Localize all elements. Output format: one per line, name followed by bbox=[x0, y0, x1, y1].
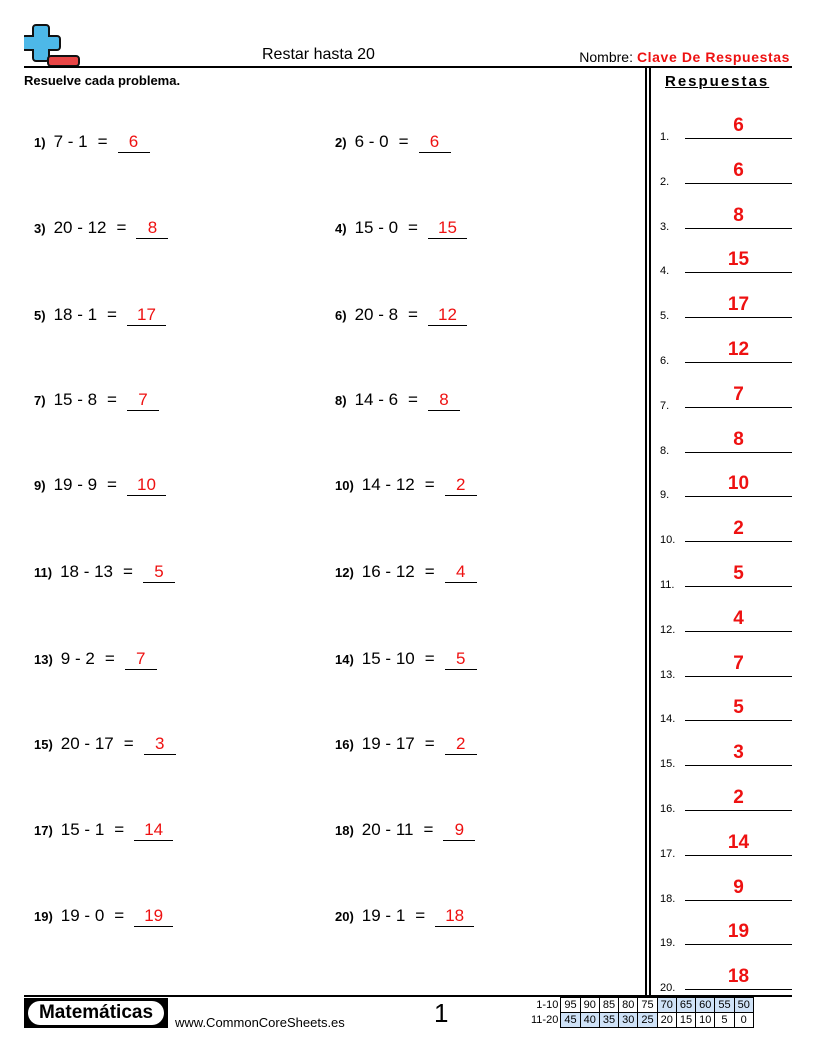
problem-number: 11) bbox=[34, 565, 53, 580]
answer-key-number: 18. bbox=[660, 892, 676, 905]
answer-key-value: 5 bbox=[733, 563, 744, 584]
answer-key-line bbox=[685, 676, 792, 677]
answer-key-row bbox=[660, 742, 792, 771]
answer-key-line bbox=[685, 317, 792, 318]
problem-expression: 15 - 8 bbox=[53, 390, 98, 409]
score-cell: 25 bbox=[638, 1013, 657, 1028]
score-cell: 70 bbox=[657, 998, 676, 1013]
equals-sign: = bbox=[116, 218, 127, 237]
answer-key-line bbox=[685, 407, 792, 408]
problem-number: 2) bbox=[335, 135, 347, 150]
problem-number: 7) bbox=[34, 393, 46, 408]
answer-blank[interactable]: 14 bbox=[134, 820, 173, 841]
answer-key-line bbox=[685, 183, 792, 184]
equals-sign: = bbox=[97, 132, 108, 151]
answer-blank[interactable]: 5 bbox=[445, 649, 477, 670]
answer-key-number: 12. bbox=[660, 623, 676, 636]
score-cell: 15 bbox=[676, 1013, 695, 1028]
problem-item bbox=[34, 649, 157, 670]
problem-expression: 6 - 0 bbox=[354, 132, 389, 151]
answer-key-number: 9. bbox=[660, 489, 670, 502]
answers-title: Respuestas bbox=[665, 73, 770, 90]
problem-expression: 20 - 12 bbox=[53, 218, 107, 237]
answer-key-row bbox=[660, 876, 792, 905]
answer-key-value: 15 bbox=[727, 249, 750, 271]
problem-number: 5) bbox=[34, 308, 46, 323]
score-cell: 50 bbox=[734, 998, 753, 1013]
score-table bbox=[528, 997, 754, 1028]
score-cell: 20 bbox=[657, 1013, 676, 1028]
answer-key-row bbox=[660, 294, 792, 323]
equals-sign: = bbox=[424, 475, 435, 494]
answer-key-value: 7 bbox=[733, 383, 744, 405]
answer-key-line bbox=[685, 228, 792, 229]
answer-blank[interactable]: 7 bbox=[127, 390, 159, 411]
answer-key-line bbox=[685, 362, 792, 363]
answer-key-line bbox=[685, 765, 792, 766]
answer-key-row bbox=[660, 428, 792, 457]
problem-item bbox=[34, 820, 173, 841]
answer-key-value: 2 bbox=[733, 518, 744, 540]
answer-key-line bbox=[685, 586, 792, 587]
problem-number: 20) bbox=[335, 909, 354, 924]
problem-item bbox=[34, 734, 176, 755]
problem-item bbox=[335, 649, 477, 670]
answer-key-value: 14 bbox=[727, 831, 750, 853]
answer-key-value: 8 bbox=[733, 204, 744, 226]
score-cell: 0 bbox=[734, 1013, 753, 1028]
answer-blank[interactable]: 9 bbox=[443, 820, 475, 841]
equals-sign: = bbox=[114, 820, 125, 839]
answer-blank[interactable]: 12 bbox=[428, 305, 467, 326]
equals-sign: = bbox=[114, 906, 125, 925]
answer-key-value: 6 bbox=[733, 115, 744, 136]
problem-expression: 20 - 8 bbox=[354, 305, 399, 324]
page-number: 1 bbox=[434, 998, 449, 1028]
answer-key-value: 8 bbox=[733, 428, 744, 450]
problem-number: 14) bbox=[335, 652, 354, 667]
answer-key-row bbox=[660, 652, 792, 681]
equals-sign: = bbox=[123, 562, 133, 581]
problem-item bbox=[34, 132, 150, 153]
equals-sign: = bbox=[423, 820, 434, 839]
answer-blank[interactable]: 5 bbox=[143, 562, 175, 583]
instructions: Resuelve cada problema. bbox=[24, 73, 181, 88]
answer-key-row bbox=[660, 383, 792, 412]
answer-key-row bbox=[660, 339, 792, 367]
brand-badge bbox=[24, 998, 168, 1028]
equals-sign: = bbox=[123, 734, 134, 753]
answer-key-number: 13. bbox=[660, 668, 676, 681]
problem-number: 8) bbox=[335, 393, 347, 408]
score-cell: 60 bbox=[696, 998, 715, 1013]
answer-key-value: 7 bbox=[733, 652, 744, 674]
answer-key-number: 5. bbox=[660, 310, 670, 323]
problem-expression: 14 - 6 bbox=[354, 390, 399, 409]
problem-expression: 7 - 1 bbox=[53, 132, 88, 151]
answer-key-value: 6 bbox=[733, 159, 744, 181]
answer-key-row bbox=[660, 115, 792, 143]
problem-number: 19) bbox=[34, 909, 53, 924]
problem-item bbox=[34, 305, 166, 326]
answer-key-number: 19. bbox=[660, 937, 676, 950]
answer-key-value: 17 bbox=[727, 294, 750, 316]
answer-blank[interactable]: 2 bbox=[445, 475, 477, 496]
answer-key-row bbox=[660, 249, 792, 278]
equals-sign: = bbox=[104, 649, 115, 668]
answer-key-line bbox=[685, 631, 792, 632]
problem-number: 9) bbox=[34, 478, 46, 493]
answer-key-line bbox=[685, 900, 792, 901]
problem-item bbox=[335, 734, 477, 755]
site-url: www.CommonCoreSheets.es bbox=[175, 1015, 345, 1030]
answer-blank[interactable]: 18 bbox=[435, 906, 474, 927]
equals-sign: = bbox=[424, 649, 435, 668]
equals-sign: = bbox=[398, 132, 409, 151]
header-divider bbox=[24, 66, 792, 68]
answer-column-divider bbox=[645, 68, 651, 995]
problem-number: 10) bbox=[335, 478, 354, 493]
answer-key-row bbox=[660, 607, 792, 636]
worksheet-title: Restar hasta 20 bbox=[262, 46, 375, 63]
answer-key-number: 7. bbox=[660, 399, 670, 412]
score-cell: 10 bbox=[696, 1013, 715, 1028]
problem-number: 17) bbox=[34, 823, 53, 838]
problem-expression: 15 - 0 bbox=[354, 218, 399, 237]
score-cell: 5 bbox=[715, 1013, 734, 1028]
answer-key-value: 10 bbox=[727, 473, 750, 495]
equals-sign: = bbox=[408, 305, 418, 324]
score-cell: 75 bbox=[638, 998, 657, 1013]
answer-key-value: 19 bbox=[727, 921, 750, 943]
score-cell: 35 bbox=[599, 1013, 618, 1028]
brand-label: Matemáticas bbox=[28, 1001, 164, 1025]
problem-expression: 19 - 17 bbox=[361, 734, 415, 753]
name-field bbox=[579, 49, 790, 65]
problem-item bbox=[335, 218, 467, 239]
answer-key-value: 5 bbox=[733, 697, 744, 719]
score-cell: 95 bbox=[561, 998, 580, 1013]
problem-expression: 20 - 11 bbox=[361, 820, 414, 839]
answer-blank[interactable]: 7 bbox=[125, 649, 157, 670]
answer-key-number: 2. bbox=[660, 175, 670, 188]
answer-key-row bbox=[660, 518, 792, 547]
answer-key-value: 18 bbox=[727, 966, 750, 988]
problem-expression: 16 - 12 bbox=[361, 562, 415, 581]
answer-blank[interactable]: 19 bbox=[134, 906, 173, 927]
answer-key-row bbox=[660, 563, 792, 591]
problem-number: 4) bbox=[335, 221, 347, 236]
problem-number: 13) bbox=[34, 652, 53, 667]
problem-expression: 20 - 17 bbox=[60, 734, 114, 753]
answer-blank[interactable]: 17 bbox=[127, 305, 166, 326]
score-cell: 80 bbox=[619, 998, 638, 1013]
problem-expression: 15 - 10 bbox=[361, 649, 415, 668]
equals-sign: = bbox=[424, 734, 435, 753]
score-range-label: 1-10 bbox=[536, 999, 559, 1011]
problem-item bbox=[335, 906, 474, 927]
answer-key-row bbox=[660, 921, 792, 950]
score-cell: 90 bbox=[580, 998, 599, 1013]
answer-key-line bbox=[685, 272, 792, 273]
score-row bbox=[528, 998, 753, 1013]
answer-key-line bbox=[685, 720, 792, 721]
answer-key-row bbox=[660, 473, 792, 502]
equals-sign: = bbox=[107, 475, 117, 494]
problem-item bbox=[335, 132, 451, 153]
answer-blank[interactable]: 10 bbox=[127, 475, 166, 496]
problem-expression: 9 - 2 bbox=[60, 649, 95, 668]
score-cell: 40 bbox=[580, 1013, 599, 1028]
answer-key-line bbox=[685, 810, 792, 811]
problem-number: 6) bbox=[335, 308, 347, 323]
answer-key-number: 15. bbox=[660, 758, 676, 771]
answer-key-value: 2 bbox=[733, 787, 744, 808]
problem-item bbox=[34, 390, 159, 411]
answer-key-number: 20. bbox=[660, 982, 676, 995]
problem-item bbox=[335, 475, 477, 496]
name-value: Clave De Respuestas bbox=[636, 49, 790, 65]
answer-key-number: 16. bbox=[660, 803, 676, 815]
answer-key-number: 4. bbox=[660, 265, 670, 278]
equals-sign: = bbox=[424, 562, 435, 581]
answer-key-value: 9 bbox=[733, 876, 744, 898]
problem-number: 15) bbox=[34, 737, 53, 752]
answer-blank[interactable]: 8 bbox=[428, 390, 460, 411]
problem-expression: 19 - 1 bbox=[361, 906, 406, 925]
problem-expression: 14 - 12 bbox=[361, 475, 415, 494]
answer-key-row bbox=[660, 787, 792, 815]
problem-item bbox=[34, 475, 166, 496]
answer-key-number: 10. bbox=[660, 534, 676, 547]
equals-sign: = bbox=[415, 906, 426, 925]
answer-blank[interactable]: 3 bbox=[144, 734, 176, 755]
answer-blank[interactable]: 2 bbox=[445, 734, 477, 755]
answer-key-number: 8. bbox=[660, 444, 670, 457]
problem-number: 3) bbox=[34, 221, 46, 236]
answer-key-number: 17. bbox=[660, 847, 676, 860]
problem-expression: 18 - 1 bbox=[53, 305, 98, 324]
equals-sign: = bbox=[107, 390, 117, 409]
problem-number: 18) bbox=[335, 823, 354, 838]
problem-item bbox=[335, 820, 475, 841]
answer-key-line bbox=[685, 138, 792, 139]
answer-key-line bbox=[685, 989, 792, 990]
equals-sign: = bbox=[107, 305, 117, 324]
problem-number: 12) bbox=[335, 565, 354, 580]
equals-sign: = bbox=[408, 218, 418, 237]
answer-key-line bbox=[685, 944, 792, 945]
answer-key-value: 4 bbox=[733, 607, 744, 629]
problem-item bbox=[34, 906, 173, 927]
answer-blank[interactable]: 6 bbox=[419, 132, 451, 153]
problem-item bbox=[34, 562, 175, 583]
answer-blank[interactable]: 8 bbox=[136, 218, 168, 239]
problem-expression: 18 - 13 bbox=[60, 562, 114, 581]
answer-key-line bbox=[685, 452, 792, 453]
problem-number: 16) bbox=[335, 737, 354, 752]
answer-key-number: 3. bbox=[660, 220, 670, 233]
answer-key-number: 11. bbox=[660, 579, 675, 591]
answer-key-line bbox=[685, 496, 792, 497]
score-range-label: 11-20 bbox=[531, 1014, 559, 1026]
answer-key-number: 1. bbox=[660, 131, 670, 143]
problem-item bbox=[335, 390, 460, 411]
problem-number: 1) bbox=[34, 135, 46, 150]
answer-key-number: 6. bbox=[660, 355, 670, 367]
score-cell: 30 bbox=[619, 1013, 638, 1028]
answer-blank[interactable]: 15 bbox=[428, 218, 467, 239]
problem-expression: 19 - 9 bbox=[53, 475, 98, 494]
answer-key-line bbox=[685, 855, 792, 856]
score-cell: 65 bbox=[676, 998, 695, 1013]
problem-item bbox=[335, 305, 467, 326]
problem-item bbox=[34, 218, 168, 239]
answer-key-row bbox=[660, 159, 792, 188]
score-cell: 45 bbox=[561, 1013, 580, 1028]
answer-key-row bbox=[660, 966, 792, 995]
answer-key-value: 12 bbox=[727, 339, 750, 360]
problem-expression: 19 - 0 bbox=[60, 906, 105, 925]
answer-key-row bbox=[660, 697, 792, 726]
answer-blank[interactable]: 6 bbox=[118, 132, 150, 153]
equals-sign: = bbox=[408, 390, 418, 409]
answer-key-line bbox=[685, 541, 792, 542]
answer-key-number: 14. bbox=[660, 713, 676, 726]
problem-item bbox=[335, 562, 477, 583]
plus-minus-logo-icon bbox=[24, 24, 80, 68]
score-cell: 85 bbox=[599, 998, 618, 1013]
answer-blank[interactable]: 4 bbox=[445, 562, 477, 583]
score-cell: 55 bbox=[715, 998, 734, 1013]
answer-key-value: 3 bbox=[733, 742, 744, 764]
problem-expression: 15 - 1 bbox=[60, 820, 105, 839]
score-row bbox=[528, 1013, 753, 1028]
name-label: Nombre: bbox=[579, 49, 633, 65]
answer-key-row bbox=[660, 204, 792, 233]
answer-key-row bbox=[660, 831, 792, 860]
